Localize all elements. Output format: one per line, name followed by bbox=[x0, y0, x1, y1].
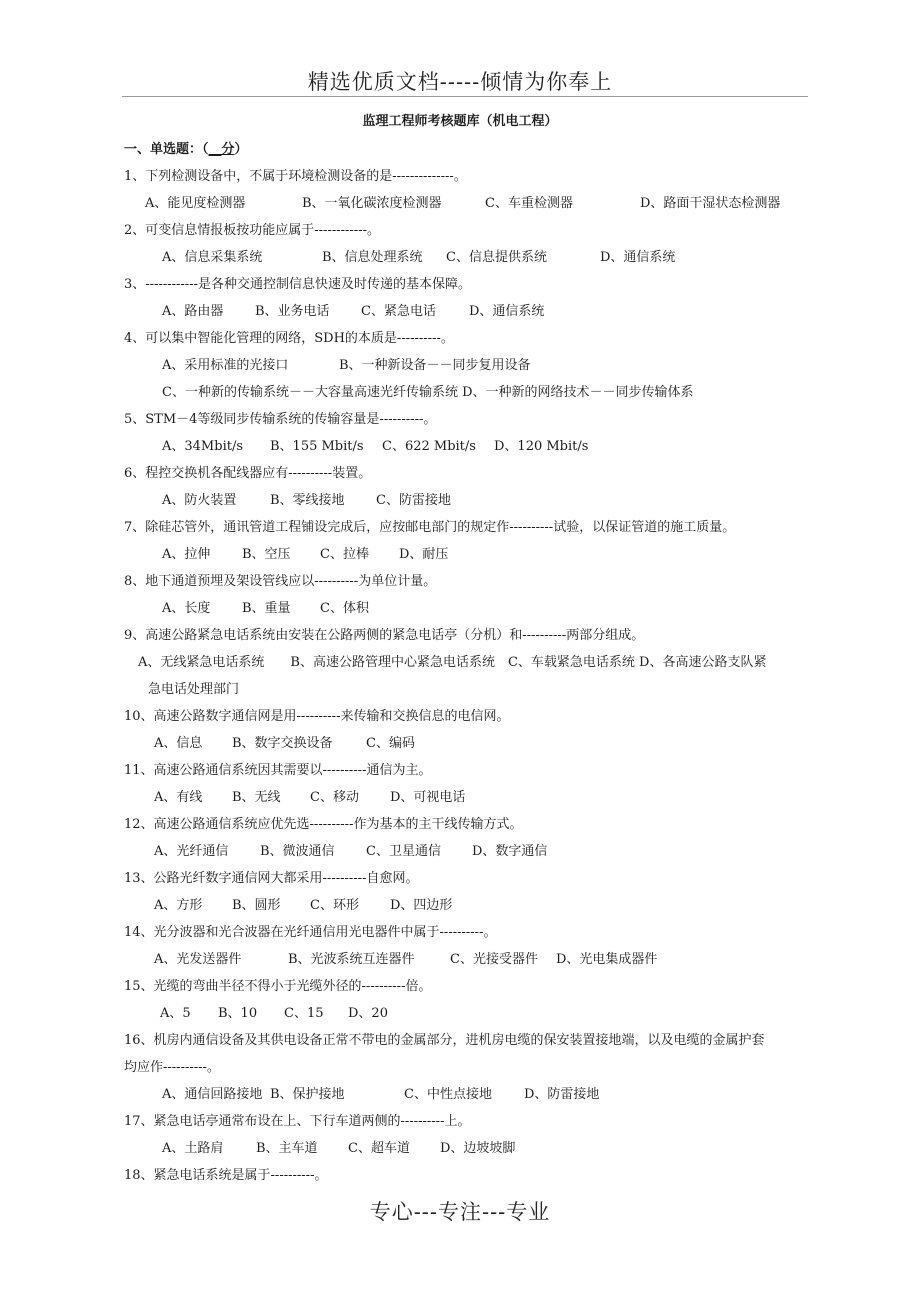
question-17 bbox=[124, 1108, 814, 1162]
option-d: D、可视电话 bbox=[390, 790, 466, 805]
option-a: A、采用标准的光接口 bbox=[162, 358, 289, 373]
option-a: A、防火装置 bbox=[162, 493, 237, 508]
question-2 bbox=[124, 217, 814, 271]
option-row bbox=[124, 487, 814, 514]
option-a: A、能见度检测器 bbox=[145, 196, 246, 211]
option-d: D、耐压 bbox=[399, 547, 449, 562]
document-title: 监理工程师考核题库（机电工程） bbox=[362, 114, 558, 129]
question-text: 11、高速公路通信系统因其需要以----------通信为主。 bbox=[124, 763, 432, 778]
option-a: A、拉伸 bbox=[162, 547, 211, 562]
question-3 bbox=[124, 271, 814, 325]
option-b: B、10 bbox=[218, 1006, 258, 1021]
option-c: C、环形 bbox=[310, 898, 359, 913]
option-a: A、5 bbox=[160, 1006, 191, 1021]
question-text: 3、------------是各种交通控制信息快速及时传递的基本保障。 bbox=[124, 277, 471, 292]
option-c: C、移动 bbox=[310, 790, 359, 805]
option-row bbox=[124, 541, 814, 568]
option-row bbox=[124, 433, 814, 460]
option-a: A、光发送器件 bbox=[154, 952, 242, 967]
question-11 bbox=[124, 757, 814, 811]
question-5 bbox=[124, 406, 814, 460]
question-12 bbox=[124, 811, 814, 865]
question-4 bbox=[124, 325, 814, 406]
question-text: 2、可变信息情报板按功能应属于------------。 bbox=[124, 223, 380, 238]
option-row bbox=[124, 1000, 814, 1027]
option-row bbox=[124, 838, 814, 865]
option-a: A、光纤通信 bbox=[154, 844, 229, 859]
option-row-cd: C、一种新的传输系统－－大容量高速光纤传输系统 D、一种新的网络技术－－同步传输体系 bbox=[162, 385, 694, 400]
option-row bbox=[124, 892, 814, 919]
option-c: C、编码 bbox=[366, 736, 415, 751]
page-footer: 专心---专注---专业 bbox=[369, 1200, 551, 1224]
option-c: C、卫星通信 bbox=[366, 844, 441, 859]
option-b: B、微波通信 bbox=[260, 844, 335, 859]
question-7 bbox=[124, 514, 814, 568]
option-row: A、无线紧急电话系统 B、高速公路管理中心紧急电话系统 C、车载紧急电话系统 D、各高速公路支队紧 bbox=[138, 655, 767, 670]
option-a: A、通信回路接地 bbox=[162, 1087, 263, 1102]
option-c: C、车重检测器 bbox=[485, 196, 573, 211]
option-row bbox=[124, 298, 814, 325]
question-1 bbox=[124, 163, 814, 217]
option-row bbox=[124, 946, 814, 973]
option-c: C、15 bbox=[284, 1006, 324, 1021]
question-text: 15、光缆的弯曲半径不得小于光缆外径的----------倍。 bbox=[124, 979, 432, 994]
question-text: 13、公路光纤数字通信网大都采用----------自愈网。 bbox=[124, 871, 419, 886]
option-b: B、零线接地 bbox=[270, 493, 345, 508]
option-d: D、边坡坡脚 bbox=[440, 1141, 516, 1156]
option-b: B、光波系统互连器件 bbox=[288, 952, 415, 967]
question-list bbox=[124, 163, 814, 1189]
question-text: 9、高速公路紧急电话系统由安装在公路两侧的紧急电话亭（分机）和----------两部分组成。 bbox=[124, 628, 645, 643]
section-prefix: 一、单选题：（ bbox=[124, 142, 209, 157]
question-text: 8、地下通道预埋及架设管线应以----------为单位计量。 bbox=[124, 574, 437, 589]
option-row bbox=[124, 730, 814, 757]
question-6 bbox=[124, 460, 814, 514]
question-text-continued: 均应作----------。 bbox=[124, 1060, 220, 1075]
option-b: B、无线 bbox=[232, 790, 281, 805]
option-d: D、120 Mbit/s bbox=[494, 439, 589, 454]
option-d: D、通信系统 bbox=[600, 250, 676, 265]
option-c: C、中性点接地 bbox=[404, 1087, 492, 1102]
question-18 bbox=[124, 1162, 814, 1189]
section-title bbox=[124, 138, 248, 157]
option-row bbox=[124, 595, 814, 622]
option-c: C、体积 bbox=[320, 601, 369, 616]
question-14 bbox=[124, 919, 814, 973]
option-row bbox=[124, 244, 814, 271]
option-row bbox=[124, 784, 814, 811]
section-suffix: ） bbox=[234, 142, 248, 157]
option-c: C、光接受器件 bbox=[450, 952, 538, 967]
option-a: A、路由器 bbox=[162, 304, 224, 319]
option-row bbox=[124, 352, 814, 379]
question-text: 1、下列检测设备中，不属于环境检测设备的是--------------。 bbox=[124, 169, 467, 184]
option-row-continued: 急电话处理部门 bbox=[148, 682, 240, 697]
option-b: B、数字交换设备 bbox=[232, 736, 333, 751]
option-b: B、业务电话 bbox=[255, 304, 330, 319]
option-b: B、重量 bbox=[242, 601, 291, 616]
option-c: C、622 Mbit/s bbox=[382, 439, 476, 454]
question-text: 10、高速公路数字通信网是用----------来传输和交换信息的电信网。 bbox=[124, 709, 510, 724]
option-d: D、光电集成器件 bbox=[556, 952, 658, 967]
question-text: 7、除硅芯管外，通讯管道工程铺设完成后，应按邮电部门的规定作----------试验，以保证管道的施工质量。 bbox=[124, 520, 736, 535]
option-d: D、四边形 bbox=[390, 898, 453, 913]
question-8 bbox=[124, 568, 814, 622]
question-text: 6、程控交换机各配线器应有----------装置。 bbox=[124, 466, 372, 481]
question-text: 18、紧急电话系统是属于----------。 bbox=[124, 1168, 328, 1183]
option-c: C、紧急电话 bbox=[361, 304, 436, 319]
option-d: D、路面干湿状态检测器 bbox=[640, 196, 781, 211]
option-b: B、一种新设备－－同步复用设备 bbox=[339, 358, 531, 373]
option-b: B、信息处理系统 bbox=[322, 250, 423, 265]
page-header: 精选优质文档-----倾情为你奉上 bbox=[307, 70, 613, 94]
option-d: D、数字通信 bbox=[472, 844, 548, 859]
option-a: A、土路肩 bbox=[162, 1141, 224, 1156]
option-row bbox=[124, 1081, 814, 1108]
option-c: C、防雷接地 bbox=[376, 493, 451, 508]
option-d: D、防雷接地 bbox=[524, 1087, 600, 1102]
option-d: D、通信系统 bbox=[469, 304, 545, 319]
question-15 bbox=[124, 973, 814, 1027]
question-text: 5、STM－4等级同步传输系统的传输容量是----------。 bbox=[124, 412, 437, 427]
question-text: 12、高速公路通信系统应优先选----------作为基本的主干线传输方式。 bbox=[124, 817, 523, 832]
option-row bbox=[124, 1135, 814, 1162]
option-b: B、155 Mbit/s bbox=[270, 439, 364, 454]
question-9 bbox=[124, 622, 814, 703]
option-c: C、信息提供系统 bbox=[446, 250, 547, 265]
option-c: C、超车道 bbox=[348, 1141, 410, 1156]
section-score-blank: __分 bbox=[208, 142, 235, 157]
option-a: A、34Mbit/s bbox=[162, 439, 243, 454]
option-a: A、信息采集系统 bbox=[162, 250, 263, 265]
option-row bbox=[124, 190, 814, 217]
option-b: B、空压 bbox=[242, 547, 291, 562]
question-13 bbox=[124, 865, 814, 919]
question-text: 4、可以集中智能化管理的网络，SDH的本质是----------。 bbox=[124, 331, 454, 346]
question-text: 16、机房内通信设备及其供电设备正常不带电的金属部分，进机房电缆的保安装置接地端，以及电缆的金属护套 bbox=[124, 1033, 765, 1048]
option-d: D、20 bbox=[348, 1006, 388, 1021]
option-b: B、主车道 bbox=[256, 1141, 318, 1156]
option-a: A、方形 bbox=[154, 898, 203, 913]
option-a: A、信息 bbox=[154, 736, 203, 751]
option-c: C、拉棒 bbox=[320, 547, 369, 562]
option-a: A、长度 bbox=[162, 601, 211, 616]
option-b: B、保护接地 bbox=[270, 1087, 345, 1102]
header-rule bbox=[122, 96, 808, 97]
option-a: A、有线 bbox=[154, 790, 203, 805]
option-b: B、一氧化碳浓度检测器 bbox=[302, 196, 442, 211]
question-text: 14、光分波器和光合波器在光纤通信用光电器件中属于----------。 bbox=[124, 925, 497, 940]
question-text: 17、紧急电话亭通常布设在上、下行车道两侧的----------上。 bbox=[124, 1114, 471, 1129]
question-10 bbox=[124, 703, 814, 757]
question-16 bbox=[124, 1027, 814, 1108]
option-b: B、圆形 bbox=[232, 898, 281, 913]
